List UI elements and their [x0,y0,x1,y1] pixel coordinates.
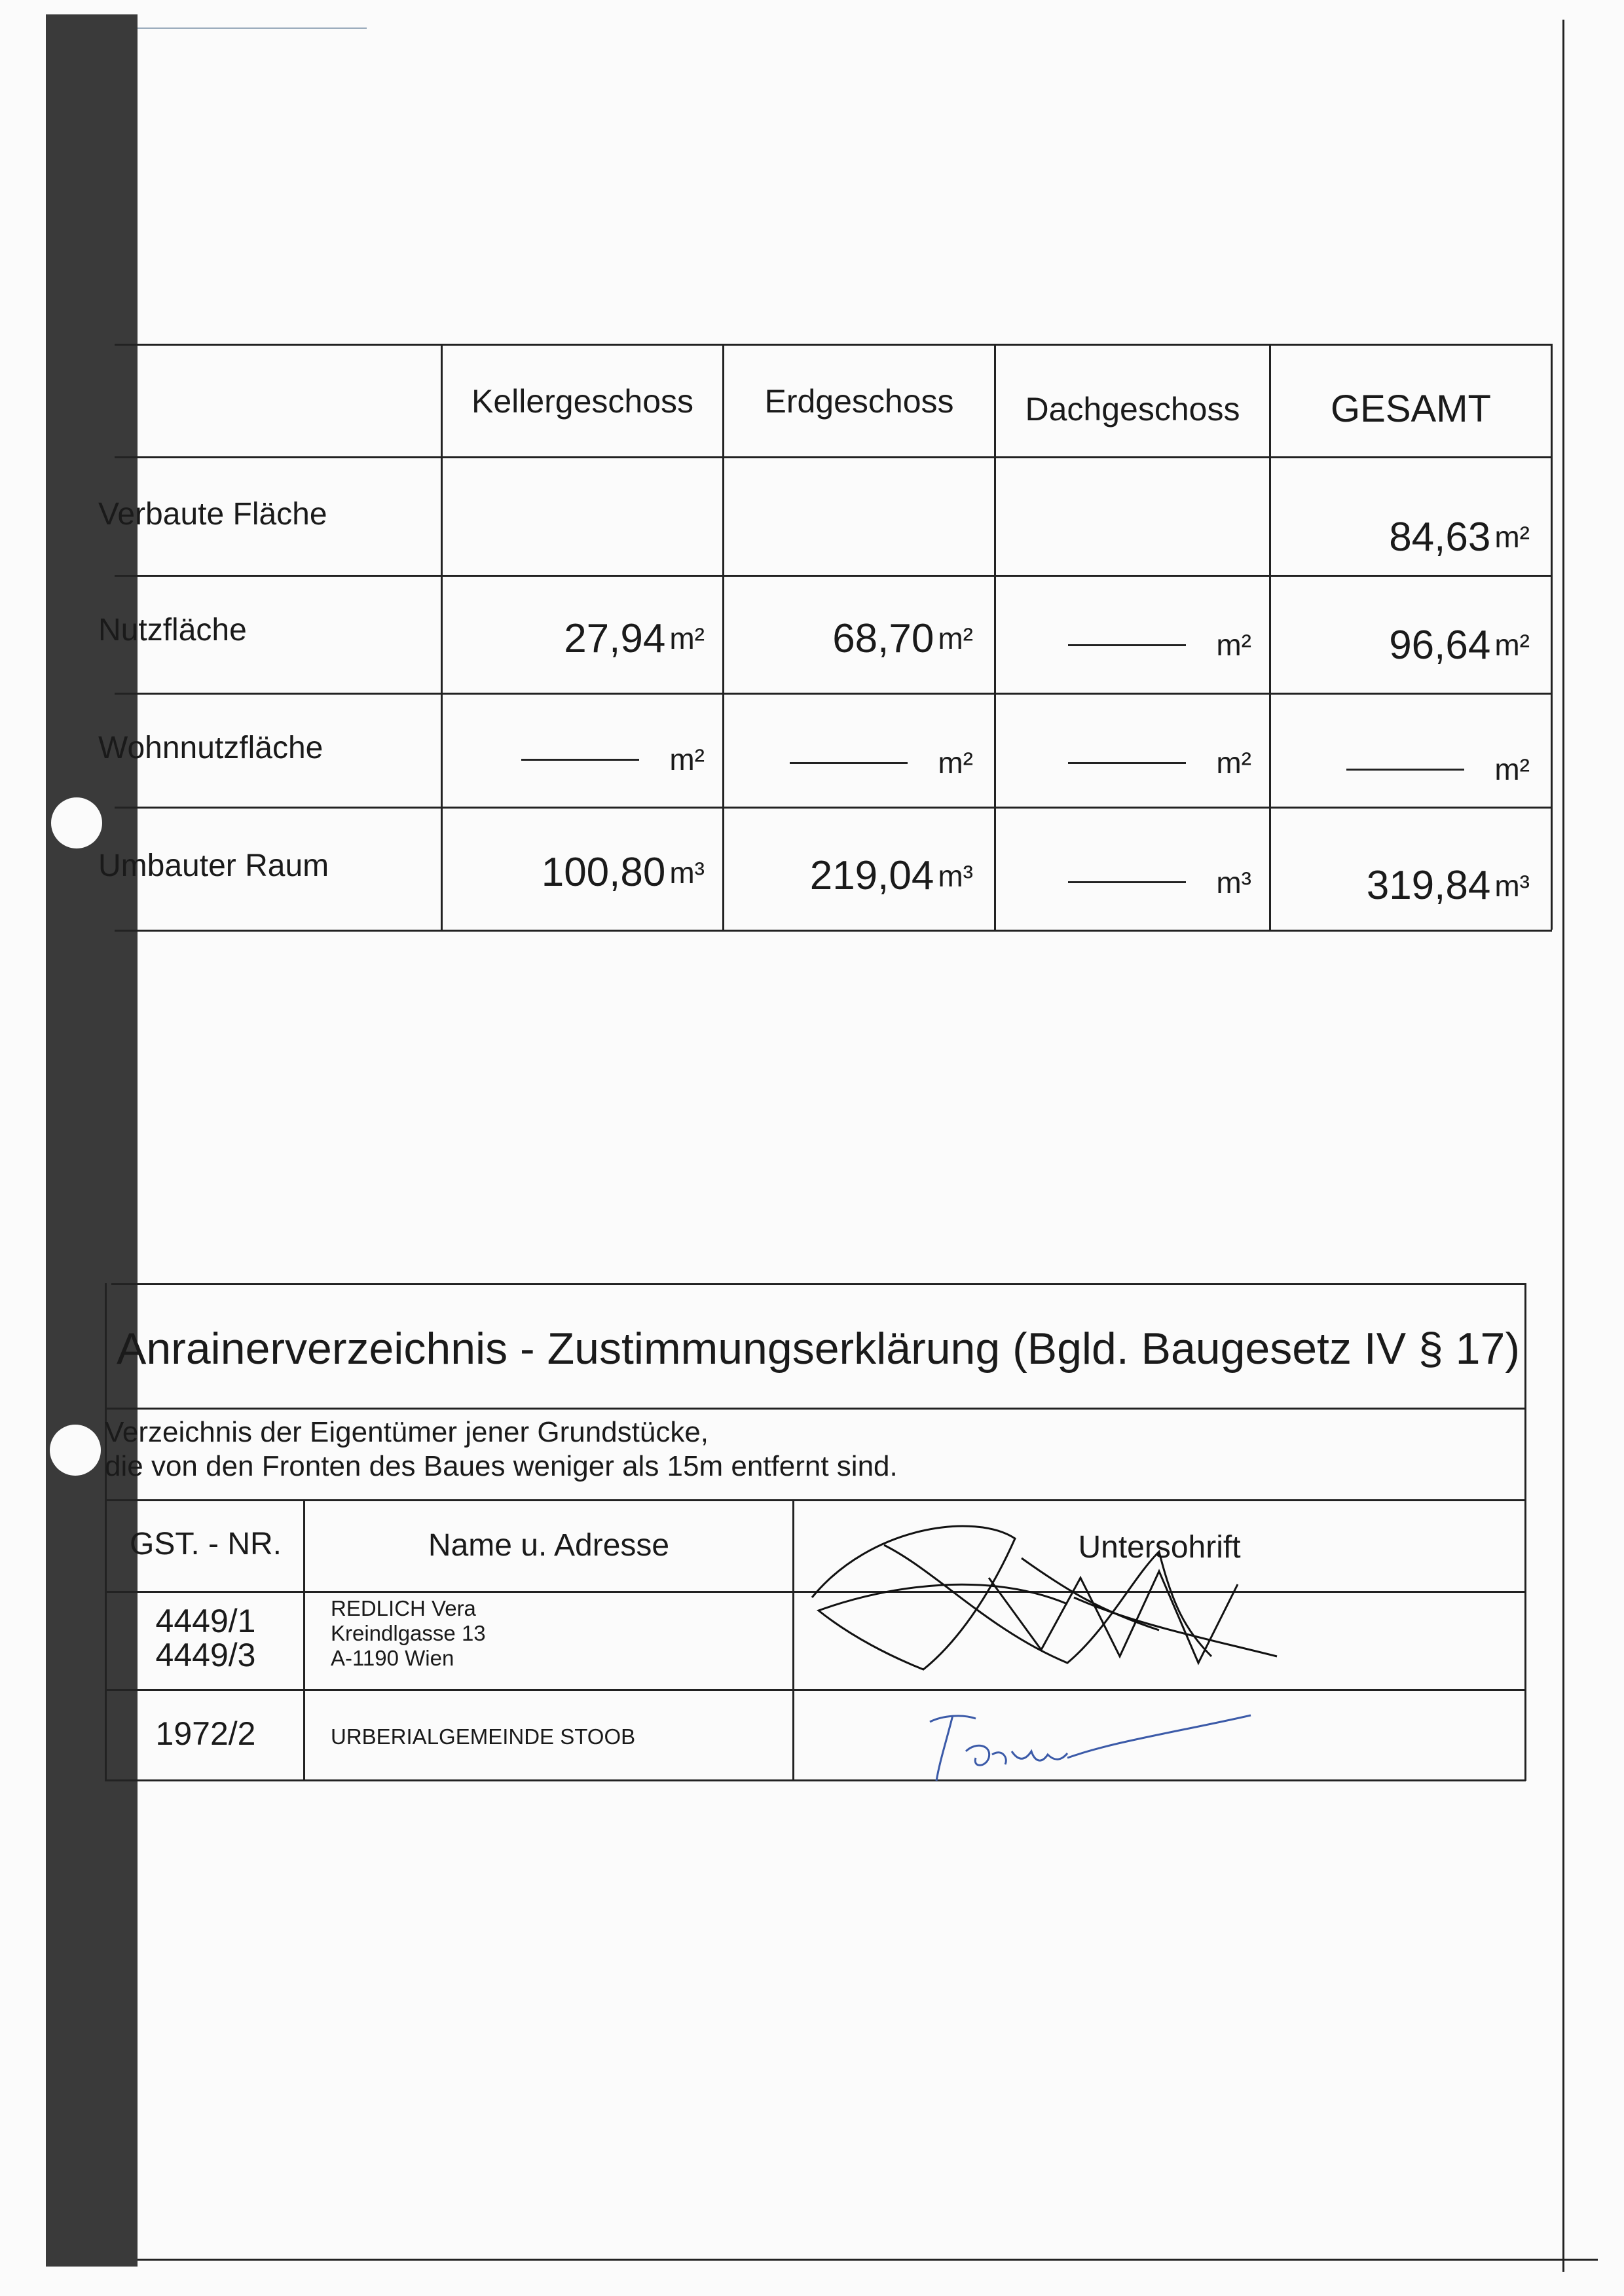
unit: m³ [1494,868,1530,903]
value-number: 27,94 [564,615,666,661]
header-gesamt: GESAMT [1331,388,1491,430]
section-bottom-line [105,1779,1526,1781]
row-label-wohnnutzflaeche: Wohnnutzfläche [98,731,323,765]
value-wohn-gesamt [1271,717,1530,822]
unit: m³ [1216,865,1251,900]
owner-city: A-1190 Wien [331,1646,454,1670]
unit: m² [938,621,973,655]
top-faint-line [131,27,367,29]
signature-black [792,1499,1290,1696]
value-number: 96,64 [1389,622,1491,668]
area-table-right-line [1551,344,1553,930]
value-number: 68,70 [832,615,934,661]
unit: m² [669,621,705,655]
unit: m³ [669,855,705,890]
unit: m² [938,746,973,780]
value-wohn-dach [996,710,1251,815]
section-right-line [1524,1283,1526,1781]
blank-dash [1068,762,1186,764]
title-underline [105,1408,1526,1410]
value-wohn-erdgeschoss [724,710,973,815]
value-number: 319,84 [1366,863,1491,908]
row-2-gst: 1972/2 [155,1715,256,1752]
value-verbaute-gesamt [1271,484,1530,589]
value-raum-dach [996,828,1251,936]
unit: m² [1494,628,1530,662]
value-nutzflaeche-gesamt [1271,592,1530,697]
section-top-line [111,1283,1526,1285]
col-header-name: Name u. Adresse [428,1528,670,1563]
owner-name: REDLICH Vera [331,1596,476,1620]
row-1-address [331,1596,789,1671]
value-raum-gesamt [1271,831,1530,939]
blank-dash [1068,644,1186,646]
unit: m² [669,742,705,776]
header-kellergeschoss: Kellergeschoss [471,382,694,420]
unit: m² [1494,520,1530,554]
page-bottom-border [92,2259,1598,2261]
unit: m² [1216,628,1251,662]
punch-hole-top [51,797,102,848]
value-number: 84,63 [1389,514,1491,560]
row-label-umbauter-raum: Umbauter Raum [98,848,329,883]
value-number: 219,04 [809,853,934,898]
note-line-1: Verzeichnis der Eigentümer jener Grundstücke, [105,1416,709,1448]
value-nutzflaeche-erdgeschoss [724,586,973,691]
blank-dash [1068,881,1186,883]
blank-dash [790,762,908,764]
owner-street: Kreindlgasse 13 [331,1621,486,1645]
blank-dash [521,759,639,761]
gst-number: 4449/1 [155,1603,256,1639]
value-raum-erdgeschoss [724,822,973,930]
header-dachgeschoss: Dachgeschoss [1025,390,1240,428]
binder-strip [46,14,138,2267]
blank-dash [1346,769,1464,771]
page-right-border [1562,20,1564,2272]
signature-blue [904,1696,1270,1787]
row-label-verbaute-flaeche: Verbaute Fläche [98,496,327,532]
unit: m³ [938,858,973,893]
unit: m² [1216,746,1251,780]
note-line-2: die von den Fronten des Baues weniger als 15m entfernt sind. [105,1450,898,1482]
row-2-address: URBERIALGEMEINDE STOOB [331,1724,636,1749]
header-erdgeschoss: Erdgeschoss [764,382,954,420]
neighbors-title: Anrainerverzeichnis - Zustimmungserklärung (Bgld. Baugesetz IV § 17) [117,1324,1520,1374]
row-label-nutzflaeche: Nutzfläche [98,613,247,647]
value-wohn-keller [443,707,705,812]
punch-hole-bottom [50,1425,101,1476]
section-left-line [105,1283,107,1781]
value-number: 100,80 [541,850,666,895]
value-raum-keller [443,818,705,926]
value-nutzflaeche-keller [443,586,705,691]
row-1-gst [108,1604,303,1672]
col-header-signature: Untersohrift [1078,1529,1241,1565]
unit: m² [1494,752,1530,786]
value-nutzflaeche-dach [996,592,1251,697]
neighbors-note [105,1415,1513,1484]
gst-number: 4449/3 [155,1637,256,1673]
col-header-gst: GST. - NR. [129,1526,282,1561]
